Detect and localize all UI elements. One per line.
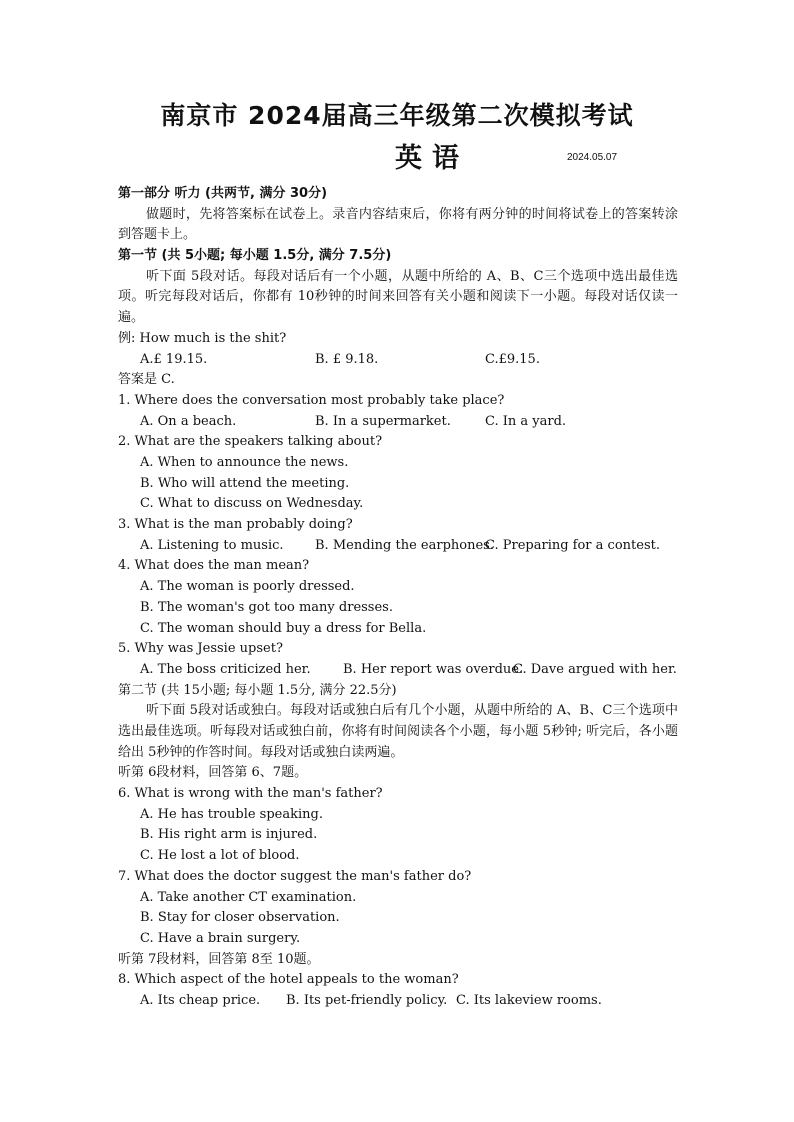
q6-option-b: B. His right arm is injured.	[140, 827, 318, 843]
question-8-options	[118, 991, 678, 1012]
q7-option-b: B. Stay for closer observation.	[140, 910, 340, 926]
exam-content	[118, 184, 678, 1012]
q5-option-c: C. Dave argued with her.	[513, 661, 677, 677]
question-8: 8. Which aspect of the hotel appeals to the woman?	[118, 972, 459, 988]
question-4: 4. What does the man mean?	[118, 558, 310, 574]
section1-instructions: 听下面 5段对话。每段对话后有一个小题，从题中所给的 A、B、C三个选项中选出最佳选项。听完每段对话后，你都有 10秒钟的时间来回答有关小题和阅读下一小题。每段对话仅读一遍。	[118, 268, 678, 326]
example-options	[118, 350, 678, 371]
q3-option-c: C. Preparing for a contest.	[485, 537, 660, 553]
question-3-options	[118, 536, 678, 557]
q1-option-a: A. On a beach.	[140, 413, 237, 429]
q3-option-a: A. Listening to music.	[140, 537, 284, 553]
q5-option-a: A. The boss criticized her.	[140, 661, 311, 677]
question-6: 6. What is wrong with the man's father?	[118, 786, 383, 802]
example-option-a: A.£ 19.15.	[140, 351, 208, 367]
q2-option-c: C. What to discuss on Wednesday.	[140, 496, 364, 512]
q5-option-b: B. Her report was overdue.	[343, 661, 524, 677]
q8-option-c: C. Its lakeview rooms.	[456, 992, 602, 1008]
example-option-b: B. £ 9.18.	[315, 351, 379, 367]
part1-instructions: 做题时，先将答案标在试卷上。录音内容结束后，你将有两分钟的时间将试卷上的答案转涂到答题卡上。	[118, 206, 678, 243]
q6-option-a: A. He has trouble speaking.	[140, 806, 323, 822]
question-5: 5. Why was Jessie upset?	[118, 641, 283, 657]
q2-option-a: A. When to announce the news.	[140, 455, 349, 471]
q7-option-a: A. Take another CT examination.	[140, 889, 357, 905]
example-question: 例: How much is the shit?	[118, 330, 287, 346]
example-answer: 答案是 C.	[118, 372, 175, 388]
group7-instruction: 听第 7段材料，回答第 8至 10题。	[118, 951, 320, 967]
q4-option-a: A. The woman is poorly dressed.	[140, 579, 355, 595]
subject-title: 英语	[395, 143, 469, 174]
question-3: 3. What is the man probably doing?	[118, 517, 353, 533]
part1-heading: 第一部分 听力 (共两节, 满分 30分)	[118, 186, 328, 201]
q4-option-b: B. The woman's got too many dresses.	[140, 599, 393, 615]
q4-option-c: C. The woman should buy a dress for Bella.	[140, 620, 427, 636]
q8-option-a: A. Its cheap price.	[140, 992, 261, 1008]
q3-option-b: B. Mending the earphones.	[315, 537, 494, 553]
q8-option-b: B. Its pet-friendly policy.	[286, 992, 448, 1008]
q7-option-c: C. Have a brain surgery.	[140, 930, 301, 946]
exam-title: 南京市 2024届高三年级第二次模拟考试	[160, 101, 634, 130]
example-option-c: C.£9.15.	[485, 351, 540, 367]
q6-option-c: C. He lost a lot of blood.	[140, 848, 300, 864]
group6-instruction: 听第 6段材料，回答第 6、7题。	[118, 765, 308, 781]
section2-instructions: 听下面 5段对话或独白。每段对话或独白后有几个小题，从题中所给的 A、B、C三个选项中选出最佳选项。听每段对话或独白前，你将有时间阅读各个小题，每小题 5秒钟; 听完后，各小题给出 5秒钟的作答时间。每段对话或独白读两遍。	[118, 703, 678, 760]
section2-heading: 第二节 (共 15小题; 每小题 1.5分, 满分 22.5分)	[118, 682, 397, 698]
question-1: 1. Where does the conversation most probably take place?	[118, 392, 505, 408]
question-1-options	[118, 412, 678, 433]
question-5-options	[118, 660, 678, 681]
section1-heading: 第一节 (共 5小题; 每小题 1.5分, 满分 7.5分)	[118, 248, 392, 264]
q1-option-b: B. In a supermarket.	[315, 413, 451, 429]
question-7: 7. What does the doctor suggest the man's father do?	[118, 868, 472, 884]
q2-option-b: B. Who will attend the meeting.	[140, 475, 350, 491]
question-2: 2. What are the speakers talking about?	[118, 434, 383, 450]
exam-date: 2024.05.07	[567, 152, 618, 163]
q1-option-c: C. In a yard.	[485, 413, 567, 429]
